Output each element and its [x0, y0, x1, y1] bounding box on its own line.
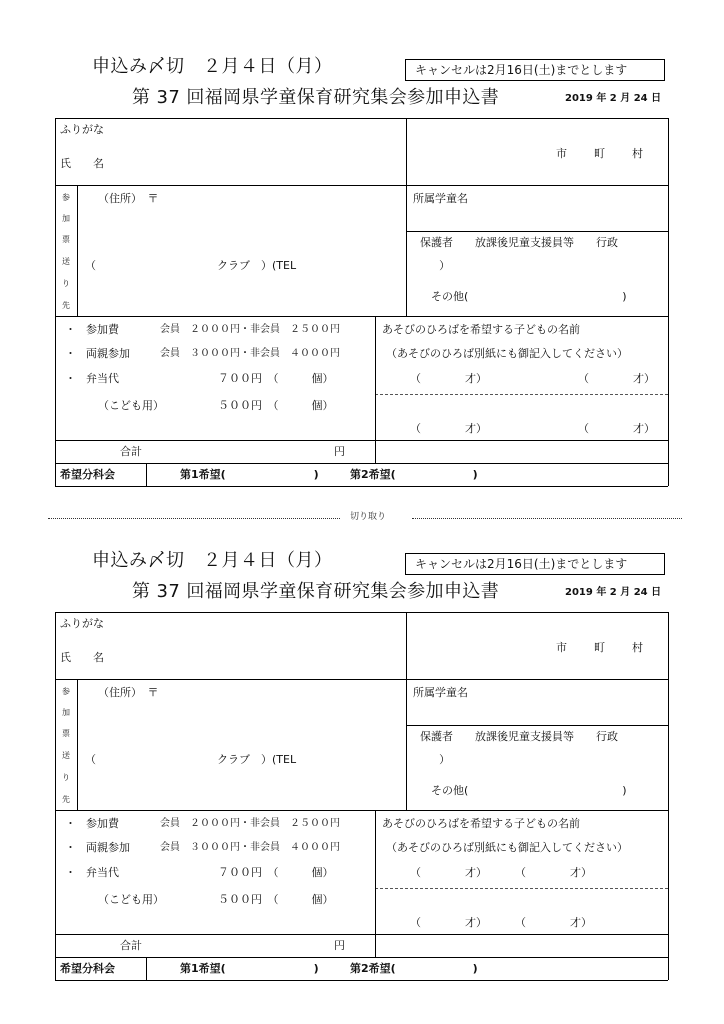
session-label: 希望分科会 [60, 962, 115, 975]
child-age-slot: （ 才） [410, 866, 487, 879]
ticket-vertical-char: 票 [62, 729, 70, 738]
ticket-vertical-char: 参 [62, 687, 70, 696]
bullet: ・ [65, 841, 76, 854]
lunch-detail: ７００円 （ 個） [218, 866, 334, 879]
form-title: 第 37 回福岡県学童保育研究集会参加申込書 [132, 581, 500, 602]
village-label: 村 [632, 147, 643, 160]
fee-label: 参加費 [86, 817, 119, 830]
grid-line [146, 957, 147, 980]
cut-label: 切り取り [350, 512, 387, 522]
parents-detail: 会員 ３０００円・非会員 ４０００円 [160, 842, 340, 853]
grid-line [55, 679, 668, 680]
grid-line [55, 980, 668, 981]
form-date: 2019 年 2 月 24 日 [565, 93, 662, 104]
affiliation-label: 所属学童名 [413, 192, 468, 205]
cancel-notice: キャンセルは2月16日(土)までとします [415, 557, 628, 571]
grid-line [55, 440, 668, 441]
deadline-text: 申込み〆切 ２月４日（月） [92, 550, 333, 571]
role-options: 保護者 放課後児童支援員等 行政 [420, 236, 618, 249]
grid-line [668, 118, 669, 486]
dashed-divider [375, 394, 668, 395]
club-tel-line: （ クラブ ）(TEL ） [85, 259, 451, 272]
playground-note: （あそびのひろば別紙にも御記入してください） [386, 347, 628, 360]
ticket-vertical-char: 加 [62, 708, 70, 717]
grid-line [406, 612, 407, 810]
grid-line [406, 231, 668, 232]
child-age-slot: （ 才） [410, 422, 487, 435]
ticket-vertical-char: 送 [62, 257, 70, 266]
town-label: 町 [594, 147, 605, 160]
grid-line [55, 612, 56, 980]
ticket-vertical-char: 先 [62, 795, 70, 804]
child-age-slot: （ 才） [515, 916, 592, 929]
parents-detail: 会員 ３０００円・非会員 ４０００円 [160, 348, 340, 359]
grid-line [55, 316, 668, 317]
total-label: 合計 [120, 939, 142, 952]
address-label: （住所） 〒 [98, 686, 159, 699]
grid-line [77, 185, 78, 316]
furigana-label: ふりがな [60, 617, 104, 630]
grid-line [406, 725, 668, 726]
grid-line [77, 679, 78, 810]
grid-line [55, 810, 668, 811]
first-choice: 第1希望( ) [180, 962, 319, 975]
fee-detail: 会員 ２０００円・非会員 ２５００円 [160, 324, 340, 335]
bullet: ・ [65, 323, 76, 336]
second-choice: 第2希望( ) [350, 962, 478, 975]
bullet: ・ [65, 372, 76, 385]
child-age-slot: （ 才） [410, 372, 487, 385]
club-tel-line: （ クラブ ）(TEL ） [85, 753, 451, 766]
deadline-text: 申込み〆切 ２月４日（月） [92, 56, 333, 77]
total-yen: 円 [334, 939, 345, 952]
grid-line [55, 118, 56, 486]
ticket-vertical-char: り [62, 773, 70, 782]
child-age-slot: （ 才） [515, 866, 592, 879]
address-label: （住所） 〒 [98, 192, 159, 205]
playground-label: あそびのひろばを希望する子どもの名前 [382, 817, 580, 830]
ticket-vertical-char: 加 [62, 214, 70, 223]
bullet: ・ [65, 817, 76, 830]
session-label: 希望分科会 [60, 468, 115, 481]
application-form-bottom [0, 494, 724, 984]
ticket-vertical-char: 先 [62, 301, 70, 310]
furigana-label: ふりがな [60, 123, 104, 136]
name-label: 氏 名 [60, 157, 104, 170]
other-role-label: その他( ) [431, 290, 627, 303]
name-label: 氏 名 [60, 651, 104, 664]
grid-line [375, 810, 376, 957]
lunch-detail: ７００円 （ 個） [218, 372, 334, 385]
grid-line [55, 612, 668, 613]
application-form-top [0, 0, 724, 490]
village-label: 村 [632, 641, 643, 654]
grid-line [146, 463, 147, 486]
child-lunch-label: （こども用） [98, 399, 164, 412]
city-label: 市 [556, 147, 567, 160]
cancel-notice: キャンセルは2月16日(土)までとします [415, 63, 628, 77]
form-date: 2019 年 2 月 24 日 [565, 587, 662, 598]
bullet: ・ [65, 347, 76, 360]
dashed-divider [375, 888, 668, 889]
grid-line [55, 934, 668, 935]
town-label: 町 [594, 641, 605, 654]
grid-line [55, 185, 668, 186]
grid-line [55, 118, 668, 119]
fee-label: 参加費 [86, 323, 119, 336]
child-age-slot: （ 才） [410, 916, 487, 929]
affiliation-label: 所属学童名 [413, 686, 468, 699]
child-lunch-detail: ５００円 （ 個） [218, 399, 334, 412]
grid-line [668, 612, 669, 980]
first-choice: 第1希望( ) [180, 468, 319, 481]
form-title: 第 37 回福岡県学童保育研究集会参加申込書 [132, 87, 500, 108]
second-choice: 第2希望( ) [350, 468, 478, 481]
ticket-vertical-char: り [62, 279, 70, 288]
child-lunch-detail: ５００円 （ 個） [218, 893, 334, 906]
child-age-slot: （ 才） [578, 372, 655, 385]
total-yen: 円 [334, 445, 345, 458]
ticket-vertical-char: 送 [62, 751, 70, 760]
total-label: 合計 [120, 445, 142, 458]
fee-detail: 会員 ２０００円・非会員 ２５００円 [160, 818, 340, 829]
lunch-label: 弁当代 [86, 372, 119, 385]
ticket-vertical-char: 参 [62, 193, 70, 202]
lunch-label: 弁当代 [86, 866, 119, 879]
other-role-label: その他( ) [431, 784, 627, 797]
ticket-vertical-char: 票 [62, 235, 70, 244]
parents-label: 両親参加 [86, 841, 130, 854]
role-options: 保護者 放課後児童支援員等 行政 [420, 730, 618, 743]
city-label: 市 [556, 641, 567, 654]
child-age-slot: （ 才） [578, 422, 655, 435]
playground-label: あそびのひろばを希望する子どもの名前 [382, 323, 580, 336]
grid-line [55, 486, 668, 487]
playground-note: （あそびのひろば別紙にも御記入してください） [386, 841, 628, 854]
grid-line [406, 118, 407, 316]
child-lunch-label: （こども用） [98, 893, 164, 906]
grid-line [375, 316, 376, 463]
bullet: ・ [65, 866, 76, 879]
parents-label: 両親参加 [86, 347, 130, 360]
